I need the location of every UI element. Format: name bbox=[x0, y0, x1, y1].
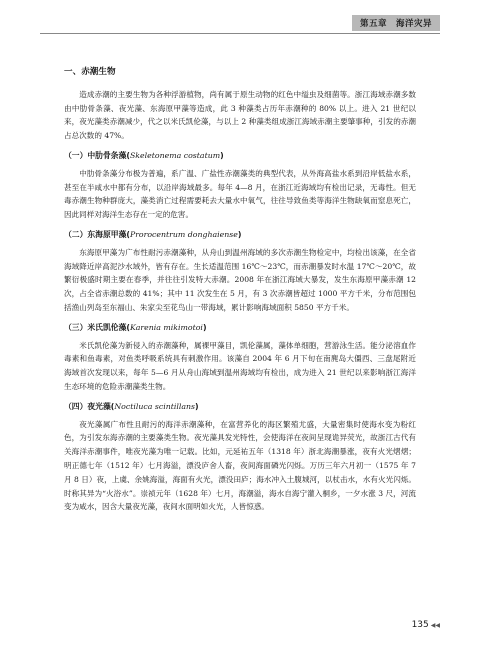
page-content bbox=[64, 60, 416, 518]
chapter-tab bbox=[352, 15, 440, 31]
subsection-latin: Skeletonema costatum bbox=[129, 150, 221, 160]
subsection-paragraph: 夜光藻属广布性且耐污的海洋赤潮藻种，在富营养化的海区繁殖尤盛，大量密集时使海水变为粉红色，为引发东海赤潮的主要藻类生物。夜光藻具发光特性，会使海洋在夜间呈现诡异荧光，故浙江古代有关海洋赤潮事件，唯夜光藻为唯一记载。比如，元延祐五年（1318 年）浙北海潮暴涨，夜有火光熠熠；明正德七年（1512 年）七月海溢，漂没庐舍人畜，夜间海面磷光闪烁。万历三年六月初一（1575 年 7 月 8 日）夜，上虞、余姚海溢，海面有火光，漂没田庐；海水冲入土腹城河，以杖击水，水有火光闪烁。时称其异为“火浴水”。崇祯元年（1628 年）七月，海潮溢，海水自海宁灌入桐乡，一夕水涨 3 尺，河流变为咸水，因含大量夜光藻，夜间水面明如火光，人皆惊惑。 bbox=[64, 419, 416, 512]
subsection-heading: （三）米氏凯伦藻(Karenia mikimotoi) bbox=[64, 322, 207, 332]
subsection-paragraph: 东海原甲藻为广布性耐污赤潮藻种，从舟山到温州海域的多次赤潮生物检定中，均检出该藻，在全省海域降近岸高泥沙水域外，皆有存在。生长适温范围 16℃～23℃，而赤潮暴发时水温 17℃～20℃，故繁衍极盛时期主要在春季，并往往引发特大赤潮。2008 年在浙江海域大暴发，发生东海原甲藻赤潮 12 次，占全省赤潮总数的 41%；其中 11 次发生在 5 月，有 3 次赤潮皆超过 1000 平方千米，分布范围包括渔山列岛至东福山、朱家尖至花鸟山一带海域，累计影响海域面积 5850 平方千米。 bbox=[64, 247, 416, 312]
subsection-latin: Noctiluca scintillans bbox=[114, 401, 196, 411]
section-title: 一、赤潮生物 bbox=[64, 67, 116, 77]
subsection-cn: （三）米氏凯伦藻 bbox=[64, 322, 127, 332]
page-number: 135 bbox=[411, 620, 429, 630]
subsection-cn: （一）中肋骨条藻 bbox=[64, 150, 127, 160]
subsection-paragraph: 米氏凯伦藻为新侵入的赤潮藻种，属裸甲藻目，凯伦藻属，藻体单细胞，营游泳生活。能分泌溶血作毒素和鱼毒素，对鱼类呼吸系统具有刺激作用。该藻自 2004 年 6 月下旬在南麂岛大僵西、三盘尾附近海域首次发现以来，每年 5—6 月从舟山海域到温州海域均有检出，成为进入 21 世纪以来影响浙江海洋生态环境的危险赤潮藻类生物。 bbox=[64, 340, 416, 391]
page-header bbox=[0, 0, 480, 40]
header-rule bbox=[40, 33, 440, 34]
subsection-heading: （四）夜光藻(Noctiluca scintillans) bbox=[64, 401, 199, 411]
chapter-number: 第五章 bbox=[359, 19, 387, 29]
subsection-cn: （二）东海原甲藻 bbox=[64, 229, 127, 239]
chapter-title: 海洋灾异 bbox=[395, 19, 432, 29]
page-footer bbox=[412, 620, 440, 630]
page-mark: ◀◀ bbox=[430, 622, 440, 629]
subsection-paragraph: 中肋骨条藻分布极为普遍，系广温、广盐性赤潮藻类的典型代表，从外海高盐水系到沿岸低盐水系，甚至在半咸水中都有分布，以沿岸海域最多。每年 4—8 月，在浙江近海域均有检出记录，无毒性。但无毒赤潮生物种群庞大，藻类消亡过程需要耗去大量水中氧气，往往导致鱼类等海洋生物缺氧而窒息死亡，因此同样对海洋生态存在一定的危害。 bbox=[64, 168, 416, 220]
subsection-latin: Prorocentrum donghaiense bbox=[129, 229, 238, 239]
subsection-cn: （四）夜光藻 bbox=[64, 401, 111, 411]
intro-paragraph: 造成赤潮的主要生物为各种浮游植物，尚有属于原生动物的红色中缢虫及细菌等。浙江海域赤潮多数由中肋骨条藻、夜光藻、东海原甲藻等造成，此 3 种藻类占历年赤潮种的 80% 以上。进入 21 世纪以来，夜光藻类赤潮减少，代之以米氏凯伦藻，与以上 2 种藻类组成浙江海域赤潮主要肇事种，引发的赤潮占总次数的 47%。 bbox=[64, 89, 416, 141]
subsection-heading: （二）东海原甲藻(Prorocentrum donghaiense) bbox=[64, 229, 242, 239]
subsection-latin: Karenia mikimotoi bbox=[129, 322, 203, 332]
subsection-heading: （一）中肋骨条藻(Skeletonema costatum) bbox=[64, 150, 224, 160]
